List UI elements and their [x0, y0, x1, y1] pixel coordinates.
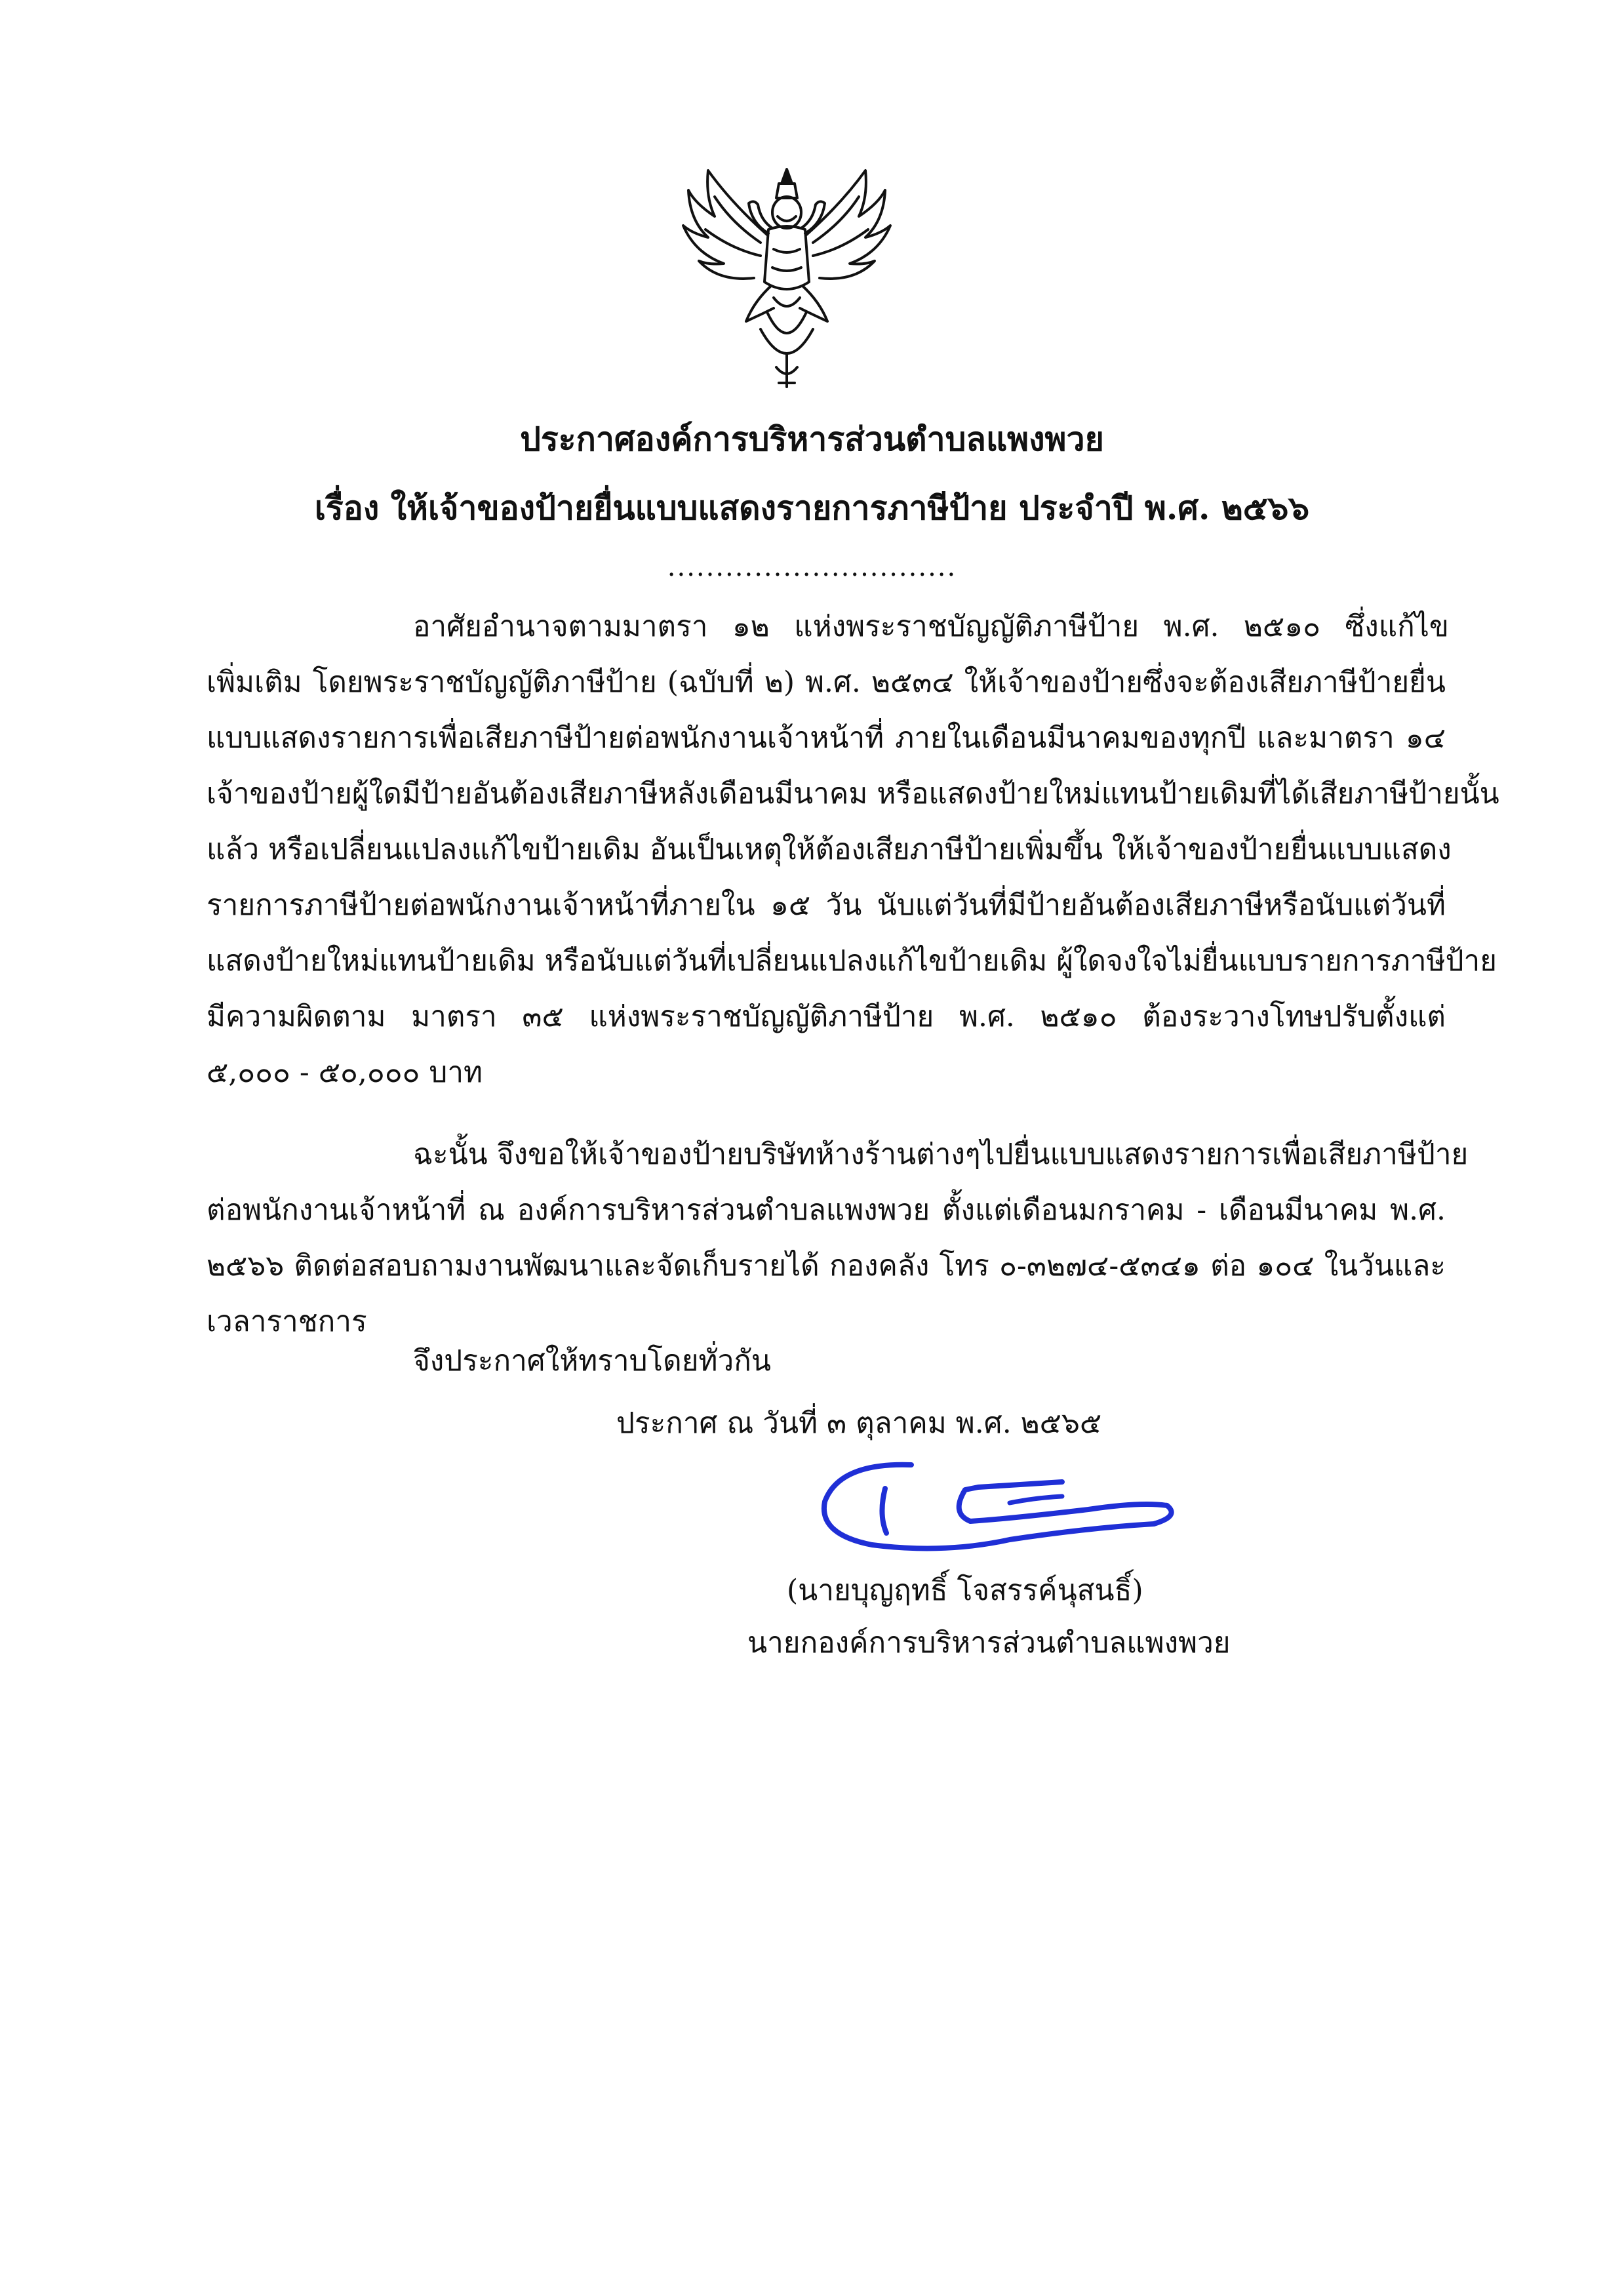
- paragraph1-line: เจ้าของป้ายผู้ใดมีป้ายอันต้องเสียภาษีหลังเดือนมีนาคม หรือแสดงป้ายใหม่แทนป้ายเดิมที่ได้เสียภาษีป้ายนั้น: [207, 777, 1499, 810]
- handwritten-signature: [813, 1456, 1193, 1554]
- title-divider: ..............................: [667, 552, 957, 582]
- paragraph1-line: แล้ว หรือเปลี่ยนแปลงแก้ไขป้ายเดิม อันเป็นเหตุให้ต้องเสียภาษีป้ายเพิ่มขึ้น ให้เจ้าของป้ายยื่นแบบแสดง: [207, 833, 1452, 866]
- paragraph2-line: ต่อพนักงานเจ้าหน้าที่ ณ องค์การบริหารส่วนตำบลแพงพวย ตั้งแต่เดือนมกราคม - เดือนมีนาคม พ.ศ.: [207, 1193, 1446, 1227]
- announcement-title: ประกาศองค์การบริหารส่วนตำบลแพงพวย: [520, 420, 1104, 458]
- paragraph2-line: ฉะนั้น จึงขอให้เจ้าของป้ายบริษัทห้างร้านต่างๆไปยื่นแบบแสดงรายการเพื่อเสียภาษีป้าย: [413, 1138, 1469, 1171]
- paragraph1-line: ๕,๐๐๐ - ๕๐,๐๐๐ บาท: [207, 1056, 483, 1089]
- announcement-date: ประกาศ ณ วันที่ ๓ ตุลาคม พ.ศ. ๒๕๖๕: [616, 1407, 1102, 1440]
- signer-name: (นายบุญฤทธิ์ โจสรรค์นุสนธิ์): [787, 1574, 1143, 1607]
- paragraph1-line: เพิ่มเติม โดยพระราชบัญญัติภาษีป้าย (ฉบับที่ ๒) พ.ศ. ๒๕๓๔ ให้เจ้าของป้ายซึ่งจะต้องเสียภาษีป้ายยื่น: [207, 666, 1446, 699]
- paragraph1-line: มีความผิดตาม มาตรา ๓๕ แห่งพระราชบัญญัติภาษีป้าย พ.ศ. ๒๕๑๐ ต้องระวางโทษปรับตั้งแต่: [207, 1000, 1446, 1033]
- paragraph2-line: ๒๕๖๖ ติดต่อสอบถามงานพัฒนาและจัดเก็บรายได้ กองคลัง โทร ๐-๓๒๗๔-๕๓๔๑ ต่อ ๑๐๔ ในวันและ: [207, 1249, 1446, 1283]
- paragraph1-line: อาศัยอำนาจตามมาตรา ๑๒ แห่งพระราชบัญญัติภาษีป้าย พ.ศ. ๒๕๑๐ ซึ่งแก้ไข: [413, 610, 1449, 643]
- paragraph1-line: แสดงป้ายใหม่แทนป้ายเดิม หรือนับแต่วันที่เปลี่ยนแปลงแก้ไขป้ายเดิม ผู้ใดจงใจไม่ยื่นแบบรายการภาษีป้าย: [207, 944, 1497, 978]
- paragraph1-line: แบบแสดงรายการเพื่อเสียภาษีป้ายต่อพนักงานเจ้าหน้าที่ ภายในเดือนมีนาคมของทุกปี และมาตรา ๑๔: [207, 721, 1446, 755]
- paragraph1-line: รายการภาษีป้ายต่อพนักงานเจ้าหน้าที่ภายใน ๑๕ วัน นับแต่วันที่มีป้ายอันต้องเสียภาษีหรือนับแต่วันที่: [207, 888, 1446, 922]
- signer-position: นายกองค์การบริหารส่วนตำบลแพงพวย: [747, 1626, 1231, 1660]
- garuda-emblem-icon: [669, 157, 905, 393]
- closing-statement: จึงประกาศให้ทราบโดยทั่วกัน: [413, 1344, 771, 1378]
- announcement-subject: เรื่อง ให้เจ้าของป้ายยื่นแบบแสดงรายการภาษีป้าย ประจำปี พ.ศ. ๒๕๖๖: [314, 489, 1310, 527]
- paragraph2-line: เวลาราชการ: [207, 1305, 367, 1338]
